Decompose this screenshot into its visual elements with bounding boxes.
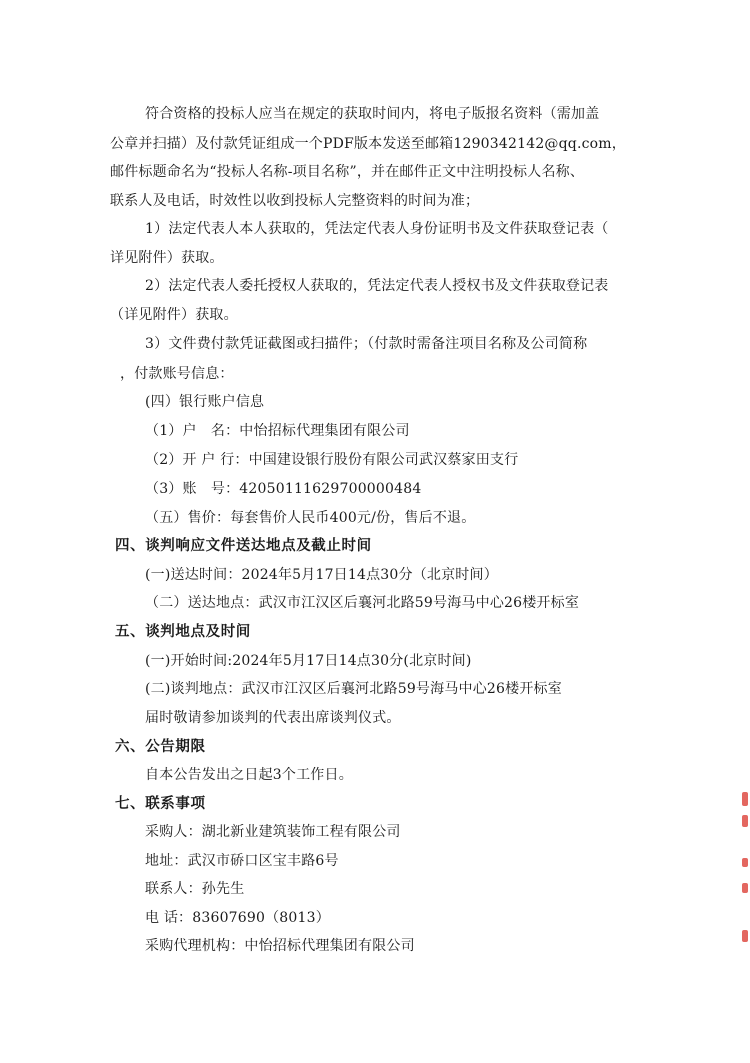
paragraph-line: 联系人及电话，时效性以收到投标人完整资料的时间为准； — [110, 193, 480, 209]
section-heading-6: 六、公告期限 — [115, 738, 206, 755]
delivery-location: （二）送达地点：武汉市江汉区后襄河北路59号海马中心26楼开标室 — [145, 595, 580, 611]
bank-info-heading: (四）银行账户信息 — [145, 394, 265, 410]
seal-fragment — [742, 815, 748, 827]
seal-fragment — [742, 858, 748, 867]
list-item-2: 2）法定代表人委托授权人获取的，凭法定代表人授权书及文件获取登记表 — [145, 278, 609, 294]
list-item-3: 3）文件费付款凭证截图或扫描件；（付款时需备注项目名称及公司简称 — [145, 336, 588, 352]
price-line: （五）售价：每套售价人民币400元/份，售后不退。 — [145, 510, 476, 526]
start-time: (一)开始时间:2024年5月17日14点30分(北京时间) — [145, 653, 472, 669]
procurement-agency: 采购代理机构：中怡招标代理集团有限公司 — [145, 938, 415, 954]
section-heading-4: 四、谈判响应文件送达地点及截止时间 — [115, 537, 372, 554]
seal-fragment — [742, 883, 748, 893]
seal-fragment — [742, 792, 748, 806]
phone: 电 话：83607690（8013） — [145, 910, 330, 926]
paragraph-line: 邮件标题命名为“投标人名称-项目名称”，并在邮件正文中注明投标人名称、 — [110, 164, 585, 180]
list-item-1: 1）法定代表人本人获取的，凭法定代表人身份证明书及文件获取登记表（ — [145, 221, 609, 237]
paragraph-line: ，付款账号信息： — [120, 366, 234, 382]
section-heading-5: 五、谈判地点及时间 — [115, 623, 251, 640]
address: 地址：武汉市硚口区宝丰路6号 — [145, 853, 339, 869]
section-heading-7: 七、联系事项 — [115, 795, 206, 812]
negotiation-location: (二)谈判地点：武汉市江汉区后襄河北路59号海马中心26楼开标室 — [145, 681, 562, 697]
paragraph-line: 详见附件）获取。 — [110, 250, 224, 266]
attendance-note: 届时敬请参加谈判的代表出席谈判仪式。 — [145, 710, 401, 726]
paragraph-line: 公章并扫描）及付款凭证组成一个PDF版本发送至邮箱1290342142@qq.com， — [110, 136, 626, 152]
paragraph-line: 符合资格的投标人应当在规定的获取时间内，将电子版报名资料（需加盖 — [145, 106, 600, 122]
seal-fragment — [742, 930, 748, 942]
bank-branch: （2）开 户 行：中国建设银行股份有限公司武汉蔡家田支行 — [145, 452, 519, 468]
account-name: （1）户 名：中怡招标代理集团有限公司 — [145, 423, 410, 439]
contact-person: 联系人：孙先生 — [145, 881, 245, 897]
paragraph-line: （详见附件）获取。 — [110, 307, 238, 323]
account-number: （3）账 号：42050111629700000484 — [145, 481, 422, 497]
purchaser: 采购人：湖北新业建筑装饰工程有限公司 — [145, 824, 401, 840]
deadline-time: (一)送达时间：2024年5月17日14点30分（北京时间） — [145, 567, 498, 583]
notice-period: 自本公告发出之日起3个工作日。 — [145, 767, 353, 783]
